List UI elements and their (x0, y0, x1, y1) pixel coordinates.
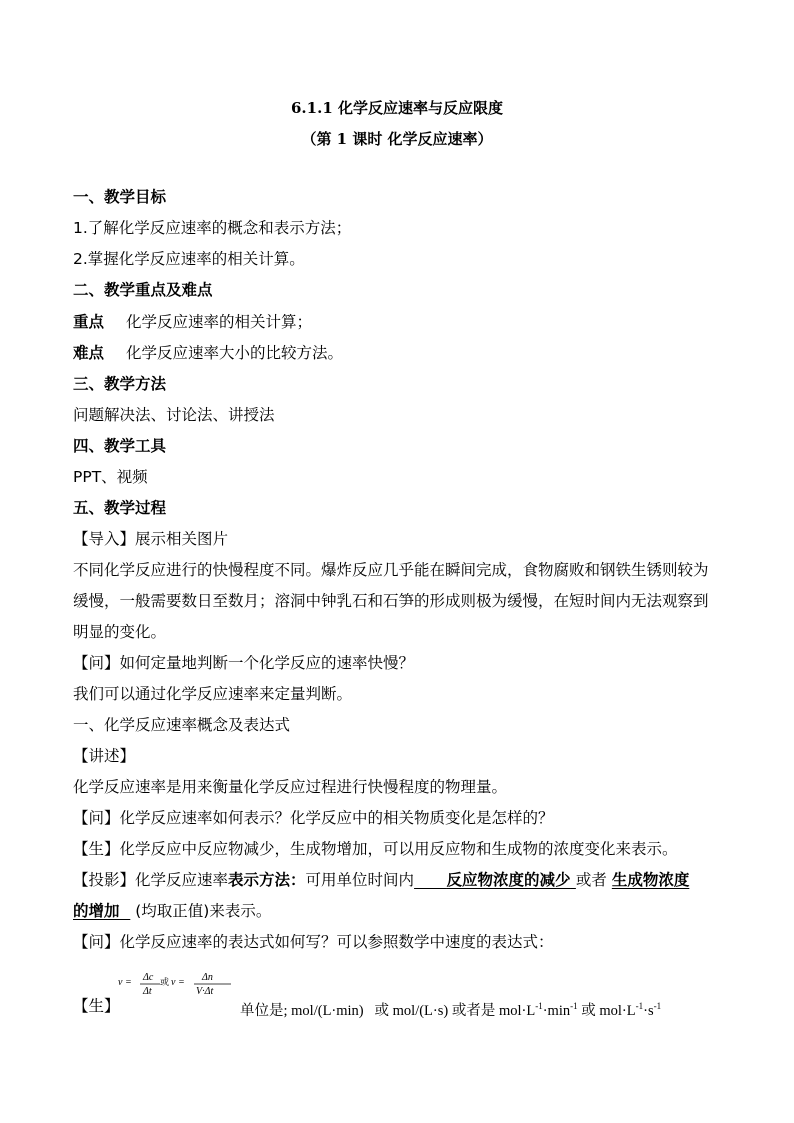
unit-s: ·s (643, 1003, 654, 1019)
question-tag: 【问】 (73, 933, 120, 951)
blank-answer-1 (414, 871, 576, 889)
tools-text: PPT、视频 (73, 468, 148, 486)
difficulty-row (73, 342, 343, 364)
difficulty-text: 化学反应速率大小的比较方法。 (126, 344, 344, 362)
document-subtitle: （第 1 课时 化学反应速率） (301, 130, 493, 148)
section-heading-tools: 四、教学工具 (73, 437, 167, 455)
paragraph-line-2: 缓慢，一般需要数日至数月；溶洞中钟乳石和石笋的形成则极为缓慢，在短时间内无法观察到 (73, 592, 709, 610)
unit-sup-3: -1 (635, 1001, 644, 1011)
definition-text: 化学反应速率是用来衡量化学反应过程进行快慢程度的物理量。 (73, 778, 508, 796)
unit-sup-2: -1 (570, 1001, 578, 1011)
key-point-text: 化学反应速率的相关计算； (126, 313, 313, 331)
section-heading-methods: 三、教学方法 (73, 375, 167, 393)
formula-or: 或 (160, 978, 170, 988)
key-point-label: 重点 (73, 313, 105, 331)
difficulty-label: 难点 (73, 344, 105, 362)
paragraph-line-1: 不同化学反应进行的快慢程度不同。爆炸反应几乎能在瞬间完成，食物腐败和钢铁生锈则较为 (73, 561, 709, 579)
intro-text: 展示相关图片 (135, 530, 229, 548)
question-tag: 【问】 (73, 809, 120, 827)
subsection-heading: 一、化学反应速率概念及表达式 (73, 716, 291, 734)
question-text: 化学反应速率如何表示？化学反应中的相关物质变化是怎样的？ (119, 809, 554, 827)
projection-text-2: 可用单位时间内 (305, 871, 415, 889)
projection-row-2 (73, 900, 271, 922)
question-text: 如何定量地判断一个化学反应的速率快慢？ (119, 654, 415, 672)
unit-sup-1: -1 (535, 1001, 543, 1011)
unit-min: ·min (542, 1003, 571, 1019)
student-text: 化学反应中反应物减少，生成物增加，可以用反应物和生成物的浓度变化来表示。 (119, 840, 678, 858)
unit-sup-4: -1 (653, 1001, 662, 1011)
question-tag: 【问】 (73, 654, 120, 672)
question-row-1 (73, 652, 414, 674)
answer-text: 我们可以通过化学反应速率来定量判断。 (73, 685, 353, 703)
projection-row (73, 869, 689, 891)
formula-v2: v = (171, 977, 185, 988)
blank-answer-1-text: 反应物浓度的减少 (446, 871, 571, 889)
key-point-row (73, 311, 312, 333)
projection-tail: (均取正值)来表示。 (130, 902, 272, 920)
student-row (73, 838, 678, 860)
formula-v1: v = (118, 977, 132, 988)
lecture-tag: 【讲述】 (73, 747, 136, 765)
section-heading-process: 五、教学过程 (73, 499, 167, 517)
unit-option-2: 或 mol·L (581, 1003, 636, 1019)
formula-num1: Δc (143, 972, 154, 983)
objective-item-2: 2.掌握化学反应速率的相关计算。 (73, 250, 305, 268)
document-title: 6.1.1 化学反应速率与反应限度 (291, 99, 503, 117)
formula-den1: Δt (143, 986, 152, 997)
student-tag: 【生】 (73, 840, 120, 858)
unit-option-1: 或 mol/(L·s) 或者是 mol·L (374, 1003, 536, 1019)
projection-tag: 【投影】 (73, 871, 136, 889)
question-row-2 (73, 807, 554, 829)
section-heading-objectives: 一、教学目标 (73, 188, 167, 206)
paragraph-line-3: 明显的变化。 (73, 623, 167, 641)
blank-answer-2b (73, 902, 130, 920)
methods-text: 问题解决法、讨论法、讲授法 (73, 406, 275, 424)
formula-num2: Δn (202, 972, 213, 983)
blank-answer-2b-text: 的增加 (73, 902, 120, 920)
intro-row (73, 528, 228, 550)
intro-tag: 【导入】 (73, 530, 136, 548)
formula-den2: V·Δt (196, 986, 214, 997)
objective-item-1: 1.了解化学反应速率的概念和表示方法； (73, 219, 352, 237)
question-text: 化学反应速率的表达式如何写？可以参照数学中速度的表达式： (119, 933, 554, 951)
unit-row (240, 995, 661, 1022)
projection-text: 化学反应速率 (135, 871, 229, 889)
blank-answer-2a: 生成物浓度 (611, 871, 690, 889)
projection-bold-label: 表示方法： (228, 871, 306, 889)
student-tag-2: 【生】 (73, 997, 120, 1015)
question-row-3 (73, 931, 554, 953)
projection-or: 或者 (575, 871, 607, 889)
unit-prefix: 单位是; mol/(L·min) (240, 1003, 364, 1019)
section-heading-key-points: 二、教学重点及难点 (73, 281, 213, 299)
rate-formula (118, 970, 236, 1004)
